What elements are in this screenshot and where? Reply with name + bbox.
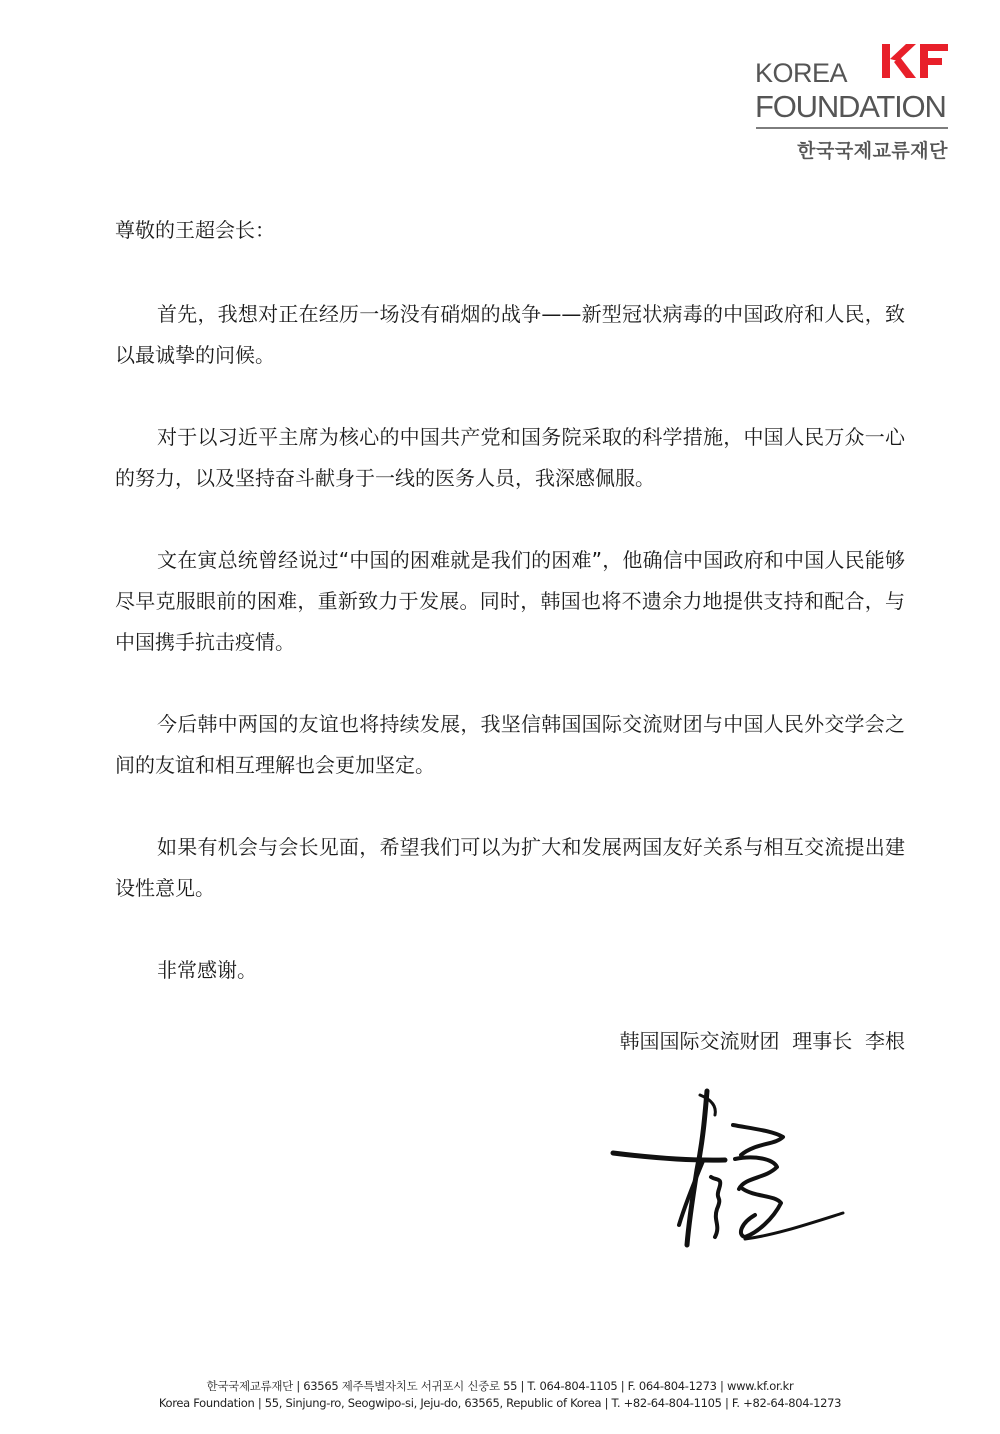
paragraph-4: 今后韩中两国的友谊也将持续发展，我坚信韩国国际交流财团与中国人民外交学会之间的友谊和相互理解也会更加坚定。: [115, 712, 905, 777]
korea-foundation-logo: [755, 40, 950, 165]
footer-korean: 한국국제교류재단 | 63565 제주특별자치도 서귀포시 신중로 55 | T. 064-804-1105 | F. 064-804-1273 | www.kf.or.kr: [206, 1379, 794, 1393]
paragraph-2: 对于以习近平主席为核心的中国共产党和国务院采取的科学措施，中国人民万众一心的努力，以及坚持奋斗献身于一线的医务人员，我深感佩服。: [115, 425, 905, 490]
paragraph-3: 文在寅总统曾经说过“中国的困难就是我们的困难”，他确信中国政府和中国人民能够尽早克服眼前的困难，重新致力于发展。同时，韩国也将不遗余力地提供支持和配合，与中国携手抗击疫情。: [115, 548, 905, 654]
closing: 非常感谢。: [157, 958, 257, 982]
logo-word-foundation: FOUNDATION: [755, 89, 946, 124]
logo-divider: [756, 127, 948, 129]
kf-mark-icon: [880, 42, 950, 80]
sender-line: 韩国国际交流财团 理事长 李根: [619, 1029, 905, 1053]
logo-word-korea: KOREA: [755, 58, 848, 88]
paragraph-5: 如果有机会与会长见面，希望我们可以为扩大和发展两国友好关系与相互交流提出建设性意见。: [115, 835, 905, 900]
letter-body: [115, 210, 905, 991]
paragraph-1: 首先，我想对正在经历一场没有硝烟的战争——新型冠状病毒的中国政府和人民，致以最诚挚的问候。: [115, 302, 905, 367]
logo-korean-name: 한국국제교류재단: [797, 140, 948, 162]
signature-icon: [605, 1085, 855, 1275]
salutation: 尊敬的王超会长：: [115, 218, 275, 242]
footer-english: Korea Foundation | 55, Sinjung-ro, Seogwipo-si, Jeju-do, 63565, Republic of Korea | T. +82-64-804-1105 | F. +82-64-804-1273: [158, 1396, 842, 1410]
